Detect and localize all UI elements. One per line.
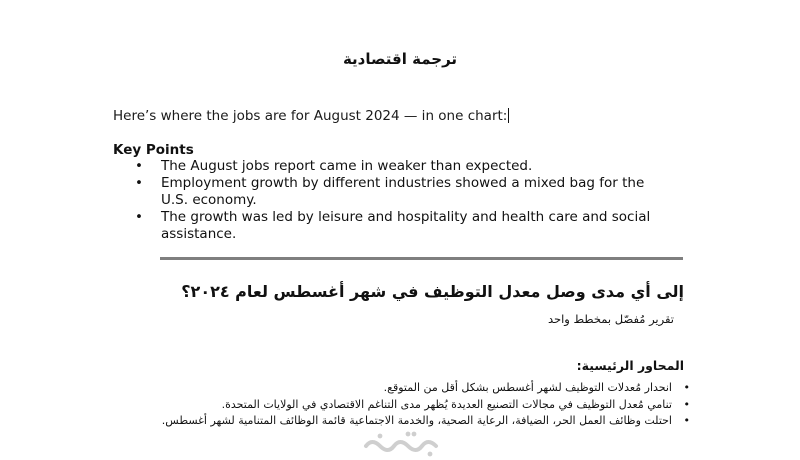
key-points-heading: Key Points — [113, 142, 194, 158]
bullet-icon: • — [683, 414, 690, 427]
english-intro-line[interactable] — [113, 108, 509, 124]
list-item — [130, 381, 690, 396]
arabic-subheading: تقرير مُفصّل بمخطط واحد — [547, 312, 674, 326]
arabic-bullet-list — [130, 381, 690, 431]
bullet-icon: • — [683, 381, 690, 394]
arabic-heading: إلى أي مدى وصل معدل التوظيف في شهر أغسطس لعام ٢٠٢٤؟ — [181, 282, 684, 301]
section-divider — [160, 257, 683, 260]
list-item-text: انحدار مُعدلات التوظيف لشهر أغسطس بشكل أقل من المتوقع. — [383, 381, 672, 394]
bullet-icon: • — [683, 397, 690, 411]
document-title: ترجمة اقتصادية — [342, 50, 458, 68]
list-item — [113, 209, 673, 243]
english-intro-text: Here’s where the jobs are for August 2024 — in one chart: — [113, 108, 508, 124]
list-item-text: تنامي مُعدل التوظيف في مجالات التصنيع العديدة يُظهر مدى التناغم الاقتصادي في الولايات المتحدة. — [221, 397, 672, 411]
text-cursor — [508, 108, 509, 123]
arabic-points-heading: المحاور الرئيسية: — [576, 358, 684, 373]
bullet-icon: • — [135, 209, 143, 225]
list-item — [113, 158, 673, 175]
bullet-icon: • — [135, 175, 143, 191]
list-item-text: The August jobs report came in weaker than expected. — [161, 158, 533, 174]
list-item-text: احتلت وظائف العمل الحر، الضيافة، الرعاية الصحية، والخدمة الاجتماعية قائمة الوظائف المتنامية لشهر أغسطس. — [161, 414, 672, 427]
list-item — [113, 175, 673, 209]
list-item-text: Employment growth by different industries showed a mixed bag for the U.S. economy. — [161, 175, 645, 208]
list-item — [130, 398, 690, 413]
watermark-logo — [360, 428, 450, 458]
list-item-text: The growth was led by leisure and hospitality and health care and social assistance. — [161, 209, 651, 242]
english-bullet-list — [113, 158, 673, 243]
bullet-icon: • — [135, 158, 143, 174]
list-item — [130, 414, 690, 429]
